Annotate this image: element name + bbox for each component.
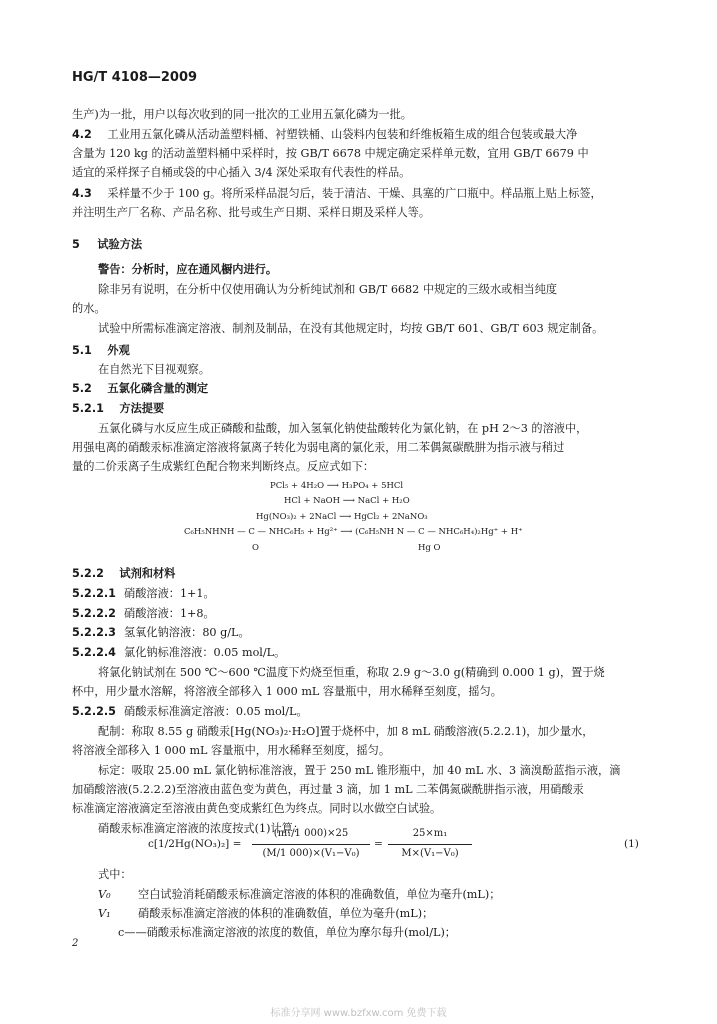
formula-lhs: c[1/2Hg(NO₃)₂] = <box>148 838 242 850</box>
paragraph-line: 用强电离的硝酸汞标准滴定溶液将氯离子转化为弱电离的氯化汞，用二苯偶氮碳酰肼为指示液与稍过 <box>72 441 565 454</box>
variable-text: 硝酸汞标准滴定溶液的体积的准确数值，单位为毫升(mL)； <box>138 907 434 920</box>
reagent-text: 硝酸溶液：1+8。 <box>124 607 215 620</box>
fraction-bar <box>388 844 472 845</box>
paragraph-line: 标定：吸取 25.00 mL 氯化钠标准溶液，置于 250 mL 锥形瓶中，加 40 mL 水、3 滴溴酚蓝指示液，滴 <box>98 764 621 777</box>
warning-text: 警告：分析时，应在通风橱内进行。 <box>98 263 278 276</box>
fraction-bar <box>252 844 370 845</box>
reagent-number: 5.2.2.3 <box>72 626 116 639</box>
paragraph-line: 量的二价汞离子生成紫红色配合物来判断终点。反应式如下： <box>72 460 375 473</box>
where-label: 式中： <box>98 868 132 881</box>
clause-5-2-2-heading <box>72 567 175 581</box>
clause-title: 方法提要 <box>119 402 165 415</box>
reagent-number: 5.2.2.2 <box>72 607 116 620</box>
paragraph-line: 硝酸汞标准滴定溶液的浓度按式(1)计算： <box>98 822 305 835</box>
page-number: 2 <box>72 938 79 949</box>
variable-definition <box>98 907 433 921</box>
clause-number: 5.2.1 <box>72 402 104 415</box>
clause-number: 5.2.2 <box>72 567 104 580</box>
paragraph-line: 的水。 <box>72 302 106 315</box>
reagent-item <box>72 626 250 640</box>
section-title: 试验方法 <box>97 238 143 251</box>
reaction-equation-2: HCl + NaOH ⟶ NaCl + H₂O <box>284 496 410 506</box>
paragraph-line: 将氯化钠试剂在 500 ℃～600 ℃温度下灼烧至恒重，称取 2.9 g～3.0 g(精确到 0.000 1 g)，置于烧 <box>98 666 605 679</box>
watermark: 标准分享网 www.bzfxw.com 免费下载 <box>270 1008 447 1019</box>
section-number: 5 <box>72 238 80 251</box>
paragraph-line: 在自然光下目视观察。 <box>98 363 210 376</box>
reagent-item <box>72 646 285 660</box>
clause-title: 外观 <box>107 344 130 357</box>
clause-title: 五氯化磷含量的测定 <box>107 382 209 395</box>
reagent-text: 硝酸汞标准滴定溶液：0.05 mol/L。 <box>124 705 308 718</box>
variable-symbol: V₀ <box>98 888 111 901</box>
reagent-text: 氯化钠标准溶液：0.05 mol/L。 <box>124 646 286 659</box>
clause-number: 4.2 <box>72 128 92 141</box>
reagent-text: 硝酸溶液：1+1。 <box>124 587 215 600</box>
standard-number-header: HG/T 4108—2009 <box>72 70 198 85</box>
reagent-item <box>72 607 215 621</box>
formula-numerator-1: (m₁/1 000)×25 <box>273 828 349 839</box>
paragraph-line: 适宜的采样探子自桶或袋的中心插入 3/4 深处采取有代表性的样品。 <box>72 166 411 179</box>
reaction-equation-4-hg-o: Hg O <box>418 543 441 553</box>
paragraph-line: 并注明生产厂名称、产品名称、批号或生产日期、采样日期及采样人等。 <box>72 206 431 219</box>
reaction-equation-4-carbonyl: O <box>252 543 259 553</box>
paragraph-line: 配制：称取 8.55 g 硝酸汞[Hg(NO₃)₂·H₂O]置于烧杯中，加 8 mL 硝酸溶液(5.2.2.1)，加少量水， <box>98 725 594 738</box>
reagent-item <box>72 587 215 601</box>
paragraph-line: 将溶液全部移入 1 000 mL 容量瓶中，用水稀释至刻度，摇匀。 <box>72 744 391 757</box>
clause-number: 5.2 <box>72 382 92 395</box>
reagent-item <box>72 705 308 719</box>
paragraph-line: 含量为 120 kg 的活动盖塑料桶中采样时，按 GB/T 6678 中规定确定采样单元数，宜用 GB/T 6679 中 <box>72 147 589 160</box>
paragraph-line: 试验中所需标准滴定溶液、制剂及制品，在没有其他规定时，均按 GB/T 601、GB/T 603 规定制备。 <box>98 322 604 335</box>
clause-text: 工业用五氯化磷从活动盖塑料桶、衬塑铁桶、山袋料内包装和纤维板箱生成的组合包装或最大净 <box>107 128 578 141</box>
clause-number: 5.1 <box>72 344 92 357</box>
variable-definition <box>98 888 500 902</box>
paragraph-line: 标准滴定溶液滴定至溶液由黄色变成紫红色为终点。同时以水做空白试验。 <box>72 802 442 815</box>
section-5-heading <box>72 238 142 252</box>
paragraph-line: 五氯化磷与水反应生成正磷酸和盐酸，加入氢氧化钠使盐酸转化为氯化钠，在 pH 2～3 的溶液中， <box>98 422 588 435</box>
clause-text: 采样量不少于 100 g。将所采样品混匀后，装于清洁、干燥、具塞的广口瓶中。样品瓶上贴上标签， <box>107 187 602 200</box>
paragraph-line: 生产)为一批，用户以每次收到的同一批次的工业用五氯化磷为一批。 <box>72 108 412 121</box>
clause-5-2-heading <box>72 382 208 396</box>
clause-5-1-heading <box>72 344 130 358</box>
clause-title: 试剂和材料 <box>119 567 176 580</box>
clause-5-2-1-heading <box>72 402 164 416</box>
variable-text: 空白试验消耗硝酸汞标准滴定溶液的体积的准确数值，单位为毫升(mL)； <box>138 888 501 901</box>
paragraph-line: 加硝酸溶液(5.2.2.2)至溶液由蓝色变为黄色，再过量 3 滴，加 1 mL 二苯偶氮碳酰肼指示液，用硝酸汞 <box>72 783 584 796</box>
clause-4-3 <box>72 187 602 201</box>
reagent-text: 氢氧化钠溶液：80 g/L。 <box>124 626 250 639</box>
formula-equals: = <box>374 838 383 850</box>
clause-number: 4.3 <box>72 187 92 200</box>
formula-number: (1) <box>624 838 639 850</box>
reagent-number: 5.2.2.5 <box>72 705 116 718</box>
reaction-equation-4: C₆H₅NHNH — C — NHC₆H₅ + Hg²⁺ ⟶ (C₆H₅NH N — C — NHC₆H₄)₂Hg⁺ + H⁺ <box>184 527 523 537</box>
variable-definition: c——硝酸汞标准滴定溶液的浓度的数值，单位为摩尔每升(mol/L)； <box>118 926 456 939</box>
formula-numerator-2: 25×m₁ <box>412 828 448 839</box>
formula-denominator-2: M×(V₁−V₀) <box>401 848 459 859</box>
reaction-equation-1: PCl₅ + 4H₂O ⟶ H₃PO₄ + 5HCl <box>270 481 404 491</box>
paragraph-line: 杯中，用少量水溶解，将溶液全部移入 1 000 mL 容量瓶中，用水稀释至刻度，摇匀。 <box>72 685 502 698</box>
paragraph-line: 除非另有说明，在分析中仅使用确认为分析纯试剂和 GB/T 6682 中规定的三级水或相当纯度 <box>98 283 558 296</box>
clause-4-2 <box>72 128 577 142</box>
formula-denominator-1: (M/1 000)×(V₁−V₀) <box>262 848 360 859</box>
reaction-equation-3: Hg(NO₃)₂ + 2NaCl ⟶ HgCl₂ + 2NaNO₃ <box>256 512 428 522</box>
variable-symbol: V₁ <box>98 907 111 920</box>
reagent-number: 5.2.2.1 <box>72 587 116 600</box>
reagent-number: 5.2.2.4 <box>72 646 116 659</box>
